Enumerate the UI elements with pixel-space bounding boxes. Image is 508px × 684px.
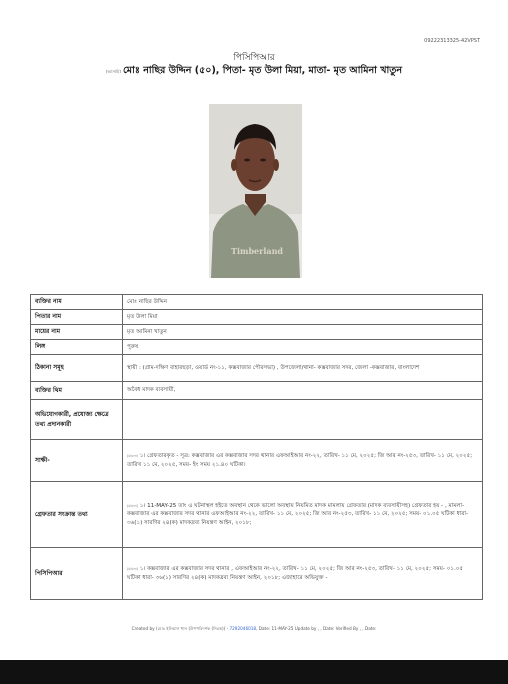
row-label: ব্যক্তির নাম xyxy=(31,295,123,310)
document-id: 09222313325-42VPST xyxy=(424,38,480,44)
row-value: অবৈধ মাদক ব্যবসায়ী, xyxy=(123,382,483,400)
row-value: ১। 11-MAY-25 তাং এ ঘটনাস্থল হইতে অবস্থান থেকে ভালো অবস্থায় নিয়মিত মাদক মামলায় গ্রেফতার (মাদক ব্যবসায়ীসহ) গ্রেফতার হয় - , মামলা- কক্সবাজার এর কক্সবাজার সদর থানার এফআইআর নং-২২, তারিখ- ১১ মে, ২০২৫; জি আর নং-২৫৩, তারিখ- ১১ মে, ২০২৫; সময়- ০১.০৫ ঘটিকা ধারা- ৩৬(১) সারণির ২৪(ক) মাদকদ্রব্য নিয়ন্ত্রণ আইন, ২০১৮; xyxy=(127,502,469,526)
row-label: পিতার নাম xyxy=(31,310,123,325)
value-tag: (মামলা) xyxy=(127,453,138,458)
table-row xyxy=(31,548,483,600)
shirt-text: Timberland xyxy=(231,246,283,256)
footer-created-by: Created by (মোঃ ইলিয়াস খান (উপপরিদর্শক (নিরস্ত্র)) xyxy=(131,626,226,631)
row-value: মৃত আমিনা খাতুন xyxy=(123,325,483,340)
row-value: মৃত উলা মিয়া xyxy=(123,310,483,325)
row-label: পিসিপিআর xyxy=(31,548,123,600)
person-photo xyxy=(209,104,302,278)
row-label: অভিযোগকারী, প্রযোজ্য ক্ষেত্রে তথ্য প্রদানকারী xyxy=(31,400,123,440)
row-value: মোঃ নাছির উদ্দিন xyxy=(123,295,483,310)
row-value: স্থায়ী : (গ্রাম-দক্ষিণ বাহারছড়া, ওয়ার্ড নং-১১, কক্সবাজার পৌরসভা) , উপজেলা/থানা- কক্সবাজার সদর, জেলা -কক্সবাজার, বাংলাদেশ xyxy=(123,355,483,382)
row-value: ১। গ্রেফতারকৃত - সূত্র: কক্সবাজার এর কক্সবাজার সদর থানার এফআইআর নং-২২, তারিখ- ১১ মে, ২০২৫; জি আর নং-২৫৩, তারিখ- ১১ মে, ২০২৫; তারিখ ১১ মে, ২০২৫, সময়- ইং সময় ২১.৪০ ঘটিকা। xyxy=(127,452,473,468)
table-row xyxy=(31,400,483,440)
row-value xyxy=(123,400,483,440)
footer-phone-link[interactable]: 7292046018 xyxy=(229,626,257,631)
row-label: লিঙ্গ xyxy=(31,340,123,355)
row-label: ঠিকানা সমূহ xyxy=(31,355,123,382)
row-label: গ্রেফতার সংক্রান্ত তথ্য xyxy=(31,482,123,548)
table-row xyxy=(31,482,483,548)
subtitle-prefix: (আসামি) xyxy=(105,69,121,74)
table-row xyxy=(31,340,483,355)
table-row xyxy=(31,295,483,310)
subtitle-text: মোঃ নাছির উদ্দিন (৫০), পিতা- মৃত উলা মিয়া, মাতা- মৃত আমিনা খাতুন xyxy=(122,65,402,76)
row-label: সাক্ষী- xyxy=(31,440,123,482)
row-value: পুরুষ xyxy=(123,340,483,355)
footer-details: , Date: 11-MAY-25 Update by , , Date: Verified By , , Date: xyxy=(256,626,377,631)
table-row xyxy=(31,355,483,382)
row-label: ব্যক্তির থিম xyxy=(31,382,123,400)
value-tag: (মামলা) xyxy=(127,503,138,508)
person-portrait-image xyxy=(209,104,302,278)
value-tag: (মামলা) xyxy=(127,566,138,571)
table-row xyxy=(31,310,483,325)
details-table xyxy=(30,294,483,600)
row-label: মায়ের নাম xyxy=(31,325,123,340)
row-value: ১। কক্সবাজার এর কক্সবাজার সদর থানার , এফআইআর নং-২২, তারিখ- ১১ মে, ২০২৫; জি আর নং-২৫৩, তারিখ- ১১ মে, ২০২৫; সময়- ০১.০৫ ঘটিকা ধারা- ৩৬(১) সারণির ২৪(ক) মাদকদ্রব্য নিয়ন্ত্রণ আইন, ২০১৮; এজাহারে অভিযুক্ত - xyxy=(127,565,464,581)
document-footer: Created by (মোঃ ইলিয়াস খান (উপপরিদর্শক (নিরস্ত্র)) - 7292046018, Date: 11-MAY-25 Update by , , Date: Verified By , , Date: xyxy=(131,626,377,631)
table-row xyxy=(31,325,483,340)
table-row xyxy=(31,382,483,400)
table-row xyxy=(31,440,483,482)
document-subtitle xyxy=(0,64,508,79)
document-title: পিসিপিআর xyxy=(233,53,275,63)
